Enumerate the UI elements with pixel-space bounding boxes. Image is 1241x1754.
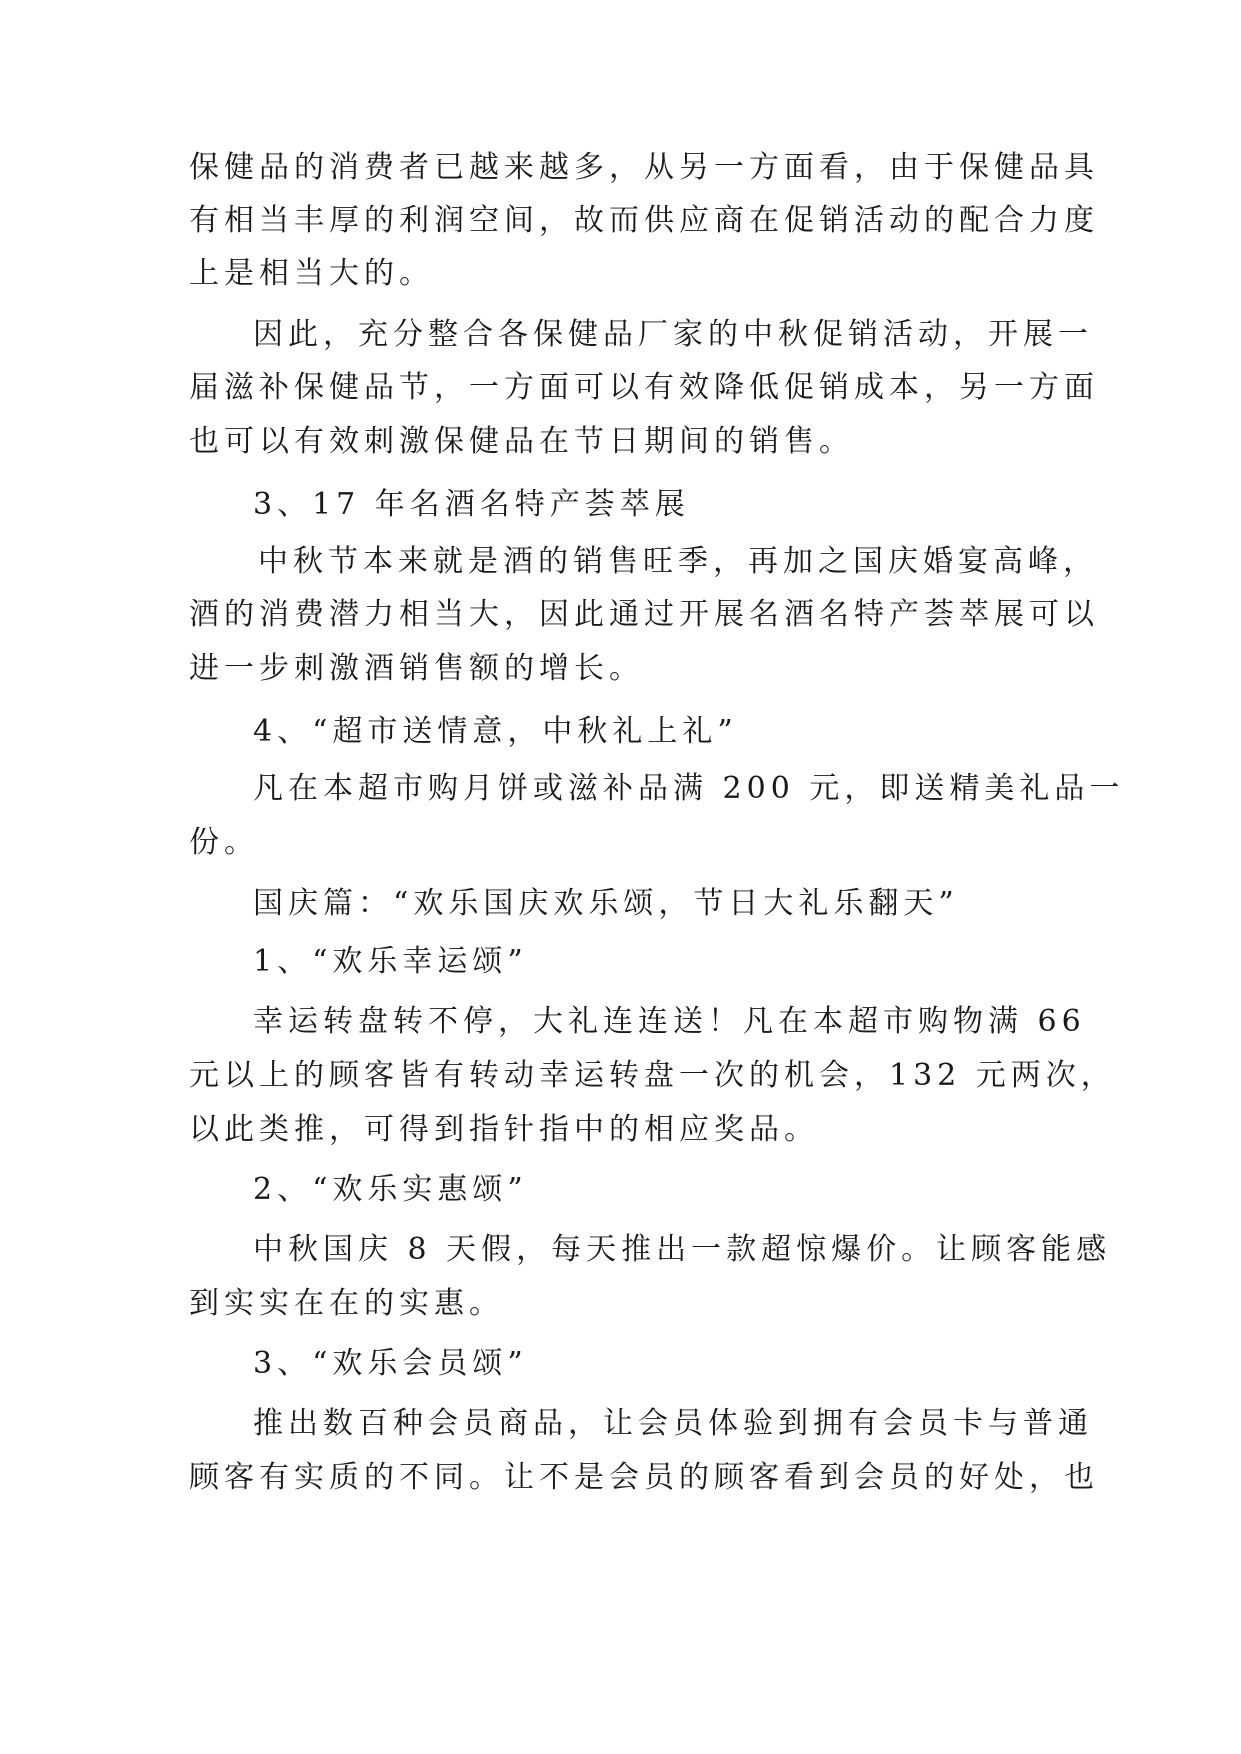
paragraph-start: 中秋节本来就是酒的销售旺季，再加之国庆婚宴高峰，: [258, 544, 1098, 579]
text-line: 酒的消费潜力相当大，因此通过开展名酒名特产荟萃展可以: [189, 597, 1099, 632]
text-line: 也可以有效刺激保健品在节日期间的销售。: [189, 424, 854, 459]
text-line: 顾客有实质的不同。让不是会员的顾客看到会员的好处，也: [189, 1460, 1099, 1495]
text-line: 份。: [189, 825, 259, 860]
text-line: 上是相当大的。: [189, 256, 434, 291]
text-line: 届滋补保健品节，一方面可以有效降低促销成本，另一方面: [189, 370, 1099, 405]
text-line: 以此类推，可得到指针指中的相应奖品。: [189, 1112, 819, 1147]
text-line: 进一步刺激酒销售额的增长。: [189, 651, 644, 686]
section-heading: 1、“欢乐幸运颂”: [253, 944, 528, 979]
section-heading: 2、“欢乐实惠颂”: [253, 1172, 528, 1207]
paragraph-start: 凡在本超市购月饼或滋补品满 200 元，即送精美礼品一: [253, 771, 1125, 806]
paragraph-start: 幸运转盘转不停，大礼连连送！凡在本超市购物满 66: [253, 1004, 1086, 1039]
section-heading: 3、17 年名酒名特产荟萃展: [253, 487, 690, 522]
section-heading: 4、“超市送情意，中秋礼上礼”: [253, 714, 738, 749]
paragraph-start: 中秋国庆 8 天假，每天推出一款超惊爆价。让顾客能感: [253, 1232, 1112, 1267]
text-line: 有相当丰厚的利润空间，故而供应商在促销活动的配合力度: [189, 203, 1099, 238]
section-heading: 3、“欢乐会员颂”: [253, 1346, 528, 1381]
paragraph-start: 因此，充分整合各保健品厂家的中秋促销活动，开展一: [253, 317, 1093, 352]
text-line: 到实实在在的实惠。: [189, 1286, 504, 1321]
section-heading: 国庆篇：“欢乐国庆欢乐颂，节日大礼乐翻天”: [253, 886, 959, 921]
paragraph-start: 推出数百种会员商品，让会员体验到拥有会员卡与普通: [253, 1406, 1093, 1441]
text-line: 元以上的顾客皆有转动幸运转盘一次的机会，132 元两次，: [189, 1058, 1116, 1093]
text-line: 保健品的消费者已越来越多，从另一方面看，由于保健品具: [189, 150, 1099, 185]
